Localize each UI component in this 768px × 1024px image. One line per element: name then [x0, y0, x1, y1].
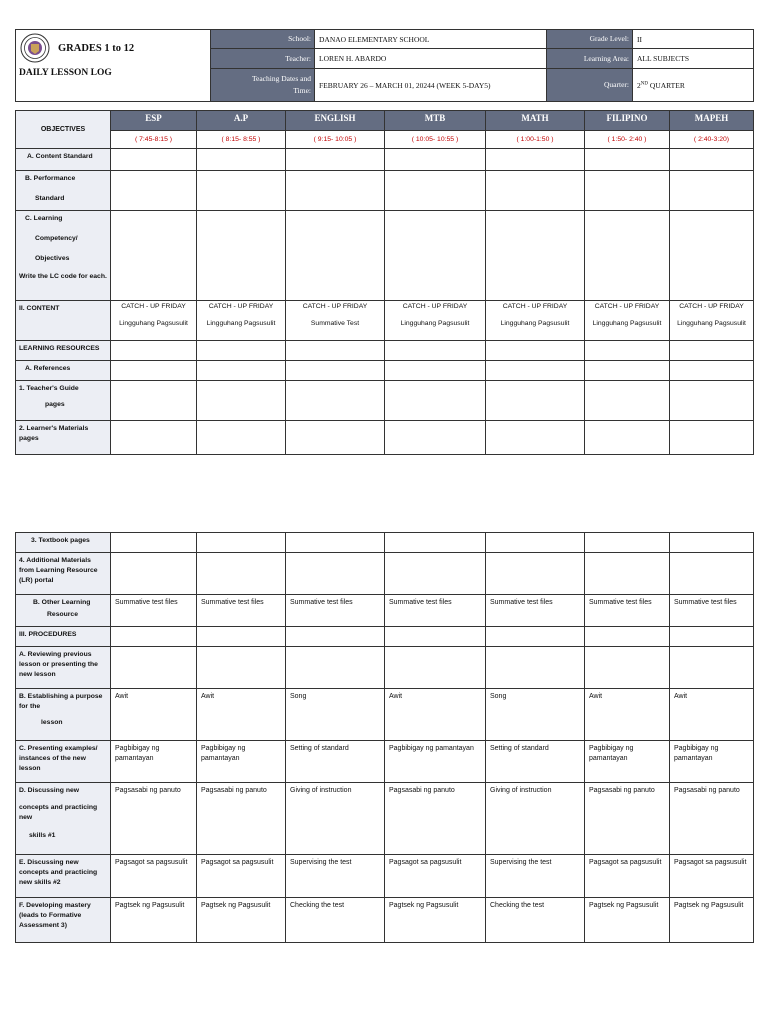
table-cell [385, 647, 486, 689]
teaching-dates-label-line2: Time: [293, 86, 311, 95]
subject-time: ( 1:00-1:50 ) [486, 131, 585, 149]
row-label-developing: F. Developing mastery (leads to Formative Assessment 3) [16, 898, 111, 943]
table-cell [585, 211, 670, 301]
row-label-other-resource [16, 595, 111, 627]
subject-time: ( 8:15- 8:55 ) [197, 131, 286, 149]
table-cell [197, 381, 286, 421]
row-label-textbook [16, 533, 111, 553]
table-cell [197, 361, 286, 381]
performance-standard-line1: B. Performance [25, 175, 76, 182]
quarter-suffix: ND [640, 81, 648, 86]
establishing-cell: Song [486, 689, 585, 741]
establishing-cell: Awit [585, 689, 670, 741]
quarter-word: QUARTER [647, 80, 685, 90]
content-cell-line2: Lingguhang Pagsusulit [400, 320, 470, 327]
grade-level-value: II [633, 30, 754, 49]
school-label: School: [211, 30, 315, 49]
teaching-dates-value: FEBRUARY 26 – MARCH 01, 20244 (WEEK 5-DAY5) [315, 69, 547, 102]
discussing1-cell: Pagsasabi ng panuto [670, 783, 754, 855]
table-cell [486, 553, 585, 595]
other-resource-cell: Summative test files [197, 595, 286, 627]
objectives-header: OBJECTIVES [16, 111, 111, 149]
row-label-procedures: III. PROCEDURES [16, 627, 111, 647]
table-cell [486, 149, 585, 171]
table-cell [111, 171, 197, 211]
table-cell [670, 421, 754, 455]
row-label-content-standard [16, 149, 111, 171]
teachers-guide-line1: 1. Teacher's Guide [19, 385, 79, 392]
row-label-reviewing: A. Reviewing previous lesson or presenting the new lesson [16, 647, 111, 689]
table-cell [486, 381, 585, 421]
table-cell [585, 149, 670, 171]
content-cell [585, 301, 670, 341]
table-cell [670, 381, 754, 421]
table-cell [197, 341, 286, 361]
table-cell [385, 171, 486, 211]
table-cell [585, 381, 670, 421]
table-cell [385, 627, 486, 647]
table-cell [385, 553, 486, 595]
other-resource-cell: Summative test files [670, 595, 754, 627]
discussing1-cell: Pagsasabi ng panuto [197, 783, 286, 855]
discussing1-cell: Giving of instruction [486, 783, 585, 855]
discussing2-cell: Pagsagot sa pagsusulit [385, 855, 486, 898]
table-cell [385, 211, 486, 301]
content-cell-line2: Lingguhang Pagsusulit [592, 320, 662, 327]
content-cell [197, 301, 286, 341]
table-cell [286, 553, 385, 595]
other-resource-cell: Summative test files [585, 595, 670, 627]
table-cell [385, 421, 486, 455]
subject-header: MATH [486, 111, 585, 131]
subject-header: ENGLISH [286, 111, 385, 131]
developing-cell: Pagtsek ng Pagsusulit [585, 898, 670, 943]
row-label-performance-standard [16, 171, 111, 211]
table-cell [111, 341, 197, 361]
discussing1-line3: skills #1 [29, 832, 56, 839]
lesson-log-table-2 [15, 532, 754, 943]
other-resource-line1: B. Other Learning [33, 599, 91, 606]
teaching-dates-label [211, 69, 315, 102]
subject-time: ( 9:15- 10:05 ) [286, 131, 385, 149]
content-cell-line2: Lingguhang Pagsusulit [206, 320, 276, 327]
table-cell [197, 533, 286, 553]
teacher-label: Teacher: [211, 49, 315, 69]
discussing1-line1: D. Discussing new [19, 787, 80, 794]
table-cell [197, 149, 286, 171]
table-cell [486, 171, 585, 211]
table-cell [385, 149, 486, 171]
subject-time: ( 10:05- 10:55 ) [385, 131, 486, 149]
performance-standard-line2: Standard [35, 195, 65, 202]
table-cell [286, 211, 385, 301]
row-label-content: II. CONTENT [16, 301, 111, 341]
table-cell [197, 647, 286, 689]
daily-lesson-log-title: DAILY LESSON LOG [19, 68, 112, 78]
developing-cell: Checking the test [286, 898, 385, 943]
table-cell [197, 211, 286, 301]
learning-area-value: ALL SUBJECTS [633, 49, 754, 69]
table-cell [486, 361, 585, 381]
content-cell-line1: CATCH - UP FRIDAY [402, 303, 468, 310]
table-cell [286, 421, 385, 455]
table-cell [670, 171, 754, 211]
establishing-cell: Awit [111, 689, 197, 741]
content-cell-line1: CATCH - UP FRIDAY [208, 303, 274, 310]
teacher-value: LOREN H. ABARDO [315, 49, 547, 69]
presenting-cell: Pagbibigay ng pamantayan [111, 741, 197, 783]
presenting-cell: Setting of standard [286, 741, 385, 783]
learning-competency-line4: Write the LC code for each. [19, 273, 107, 280]
row-label-learning-competency [16, 211, 111, 301]
row-label-teachers-guide [16, 381, 111, 421]
presenting-cell: Pagbibigay ng pamantayan [585, 741, 670, 783]
row-label-discussing-2: E. Discussing new concepts and practicing new skills #2 [16, 855, 111, 898]
discussing1-cell: Giving of instruction [286, 783, 385, 855]
table-cell [670, 361, 754, 381]
content-cell-line1: CATCH - UP FRIDAY [302, 303, 368, 310]
discussing2-cell: Supervising the test [286, 855, 385, 898]
table-cell [111, 211, 197, 301]
table-cell [286, 361, 385, 381]
discussing1-cell: Pagsasabi ng panuto [111, 783, 197, 855]
content-cell-line2: Lingguhang Pagsusulit [119, 320, 188, 327]
table-cell [670, 341, 754, 361]
table-cell [111, 533, 197, 553]
content-standard-text: A. Content Standard [27, 153, 93, 160]
table-cell [385, 361, 486, 381]
developing-cell: Checking the test [486, 898, 585, 943]
table-cell [486, 421, 585, 455]
table-cell [486, 647, 585, 689]
subject-header: MTB [385, 111, 486, 131]
quarter-label: Quarter: [547, 69, 633, 102]
table-cell [670, 533, 754, 553]
quarter-value [633, 69, 754, 102]
table-cell [197, 553, 286, 595]
row-label-learners-materials: 2. Learner's Materials pages [16, 421, 111, 455]
subject-header: ESP [111, 111, 197, 131]
content-cell [670, 301, 754, 341]
table-cell [286, 171, 385, 211]
table-cell [286, 381, 385, 421]
learning-competency-line1: C. Learning [25, 215, 63, 222]
table-cell [286, 149, 385, 171]
row-label-learning-resources: LEARNING RESOURCES [16, 341, 111, 361]
table-cell [111, 647, 197, 689]
presenting-cell: Pagbibigay ng pamantayan [197, 741, 286, 783]
subject-time: ( 7:45-8:15 ) [111, 131, 197, 149]
other-resource-cell: Summative test files [486, 595, 585, 627]
table-cell [286, 533, 385, 553]
row-label-references [16, 361, 111, 381]
establishing-cell: Awit [385, 689, 486, 741]
row-label-establishing [16, 689, 111, 741]
learning-competency-line3: Objectives [35, 255, 70, 262]
table-cell [585, 627, 670, 647]
table-cell [585, 361, 670, 381]
table-cell [111, 553, 197, 595]
discussing1-line2: concepts and practicing new [19, 804, 98, 821]
discussing2-cell: Supervising the test [486, 855, 585, 898]
establishing-cell: Awit [670, 689, 754, 741]
discussing2-cell: Pagsagot sa pagsusulit [197, 855, 286, 898]
subject-header: FILIPINO [585, 111, 670, 131]
subject-header: MAPEH [670, 111, 754, 131]
content-cell [486, 301, 585, 341]
content-cell [111, 301, 197, 341]
content-cell [385, 301, 486, 341]
subject-time: ( 2:40-3:20) [670, 131, 754, 149]
establishing-line2: lesson [41, 719, 63, 726]
table-cell [111, 381, 197, 421]
teaching-dates-label-line1: Teaching Dates and [251, 74, 311, 83]
table-cell [670, 647, 754, 689]
teachers-guide-line2: pages [45, 401, 65, 408]
table-cell [486, 341, 585, 361]
discussing2-cell: Pagsagot sa pagsusulit [111, 855, 197, 898]
establishing-cell: Awit [197, 689, 286, 741]
discussing2-cell: Pagsagot sa pagsusulit [670, 855, 754, 898]
table-cell [197, 627, 286, 647]
table-cell [111, 361, 197, 381]
other-resource-cell: Summative test files [111, 595, 197, 627]
table-cell [111, 421, 197, 455]
table-cell [585, 647, 670, 689]
table-cell [670, 211, 754, 301]
table-cell [385, 341, 486, 361]
table-cell [286, 627, 385, 647]
grades-title: GRADES 1 to 12 [58, 43, 135, 54]
other-resource-line2: Resource [47, 611, 78, 618]
table-cell [111, 627, 197, 647]
other-resource-cell: Summative test files [286, 595, 385, 627]
other-resource-cell: Summative test files [385, 595, 486, 627]
subject-time: ( 1:50- 2:40 ) [585, 131, 670, 149]
table-cell [670, 553, 754, 595]
subject-header: A.P [197, 111, 286, 131]
presenting-cell: Pagbibigay ng pamantayan [385, 741, 486, 783]
presenting-cell: Setting of standard [486, 741, 585, 783]
developing-cell: Pagtsek ng Pagsusulit [197, 898, 286, 943]
table-cell [585, 421, 670, 455]
discussing1-cell: Pagsasabi ng panuto [585, 783, 670, 855]
table-cell [286, 647, 385, 689]
content-cell-line2: Lingguhang Pagsusulit [677, 320, 746, 327]
references-text: A. References [25, 365, 71, 372]
table-cell [486, 211, 585, 301]
table-cell [486, 533, 585, 553]
table-cell [585, 533, 670, 553]
row-label-additional-materials: 4. Additional Materials from Learning Resource (LR) portal [16, 553, 111, 595]
table-cell [197, 421, 286, 455]
establishing-cell: Song [286, 689, 385, 741]
row-label-presenting: C. Presenting examples/ instances of the new lesson [16, 741, 111, 783]
content-cell-line2: Summative Test [310, 320, 360, 327]
content-cell-line1: CATCH - UP FRIDAY [594, 303, 660, 310]
content-cell-line2: Lingguhang Pagsusulit [500, 320, 570, 327]
developing-cell: Pagtsek ng Pagsusulit [111, 898, 197, 943]
table-cell [585, 171, 670, 211]
establishing-line1: B. Establishing a purpose for the [19, 693, 103, 710]
content-cell [286, 301, 385, 341]
presenting-cell: Pagbibigay ng pamantayan [670, 741, 754, 783]
developing-cell: Pagtsek ng Pagsusulit [670, 898, 754, 943]
table-cell [670, 149, 754, 171]
table-cell [385, 381, 486, 421]
content-cell-line1: CATCH - UP FRIDAY [502, 303, 568, 310]
deped-seal-logo [20, 33, 50, 63]
header-table [15, 29, 754, 102]
learning-competency-line2: Competency/ [35, 235, 78, 242]
table-cell [486, 627, 585, 647]
lesson-log-table-1 [15, 110, 754, 455]
discussing2-cell: Pagsagot sa pagsusulit [585, 855, 670, 898]
grade-level-label: Grade Level: [547, 30, 633, 49]
table-cell [111, 149, 197, 171]
learning-area-label: Learning Area: [547, 49, 633, 69]
content-cell-line1: CATCH - UP FRIDAY [121, 303, 186, 310]
discussing1-cell: Pagsasabi ng panuto [385, 783, 486, 855]
textbook-text: 3. Textbook pages [31, 537, 90, 544]
table-cell [670, 627, 754, 647]
table-cell [197, 171, 286, 211]
table-cell [585, 341, 670, 361]
row-label-discussing-1 [16, 783, 111, 855]
title-block [16, 30, 211, 102]
developing-cell: Pagtsek ng Pagsusulit [385, 898, 486, 943]
quarter-number: 2 [637, 80, 641, 90]
content-cell-line1: CATCH - UP FRIDAY [679, 303, 744, 310]
table-cell [286, 341, 385, 361]
school-value: DANAO ELEMENTARY SCHOOL [315, 30, 547, 49]
table-cell [585, 553, 670, 595]
table-cell [385, 533, 486, 553]
